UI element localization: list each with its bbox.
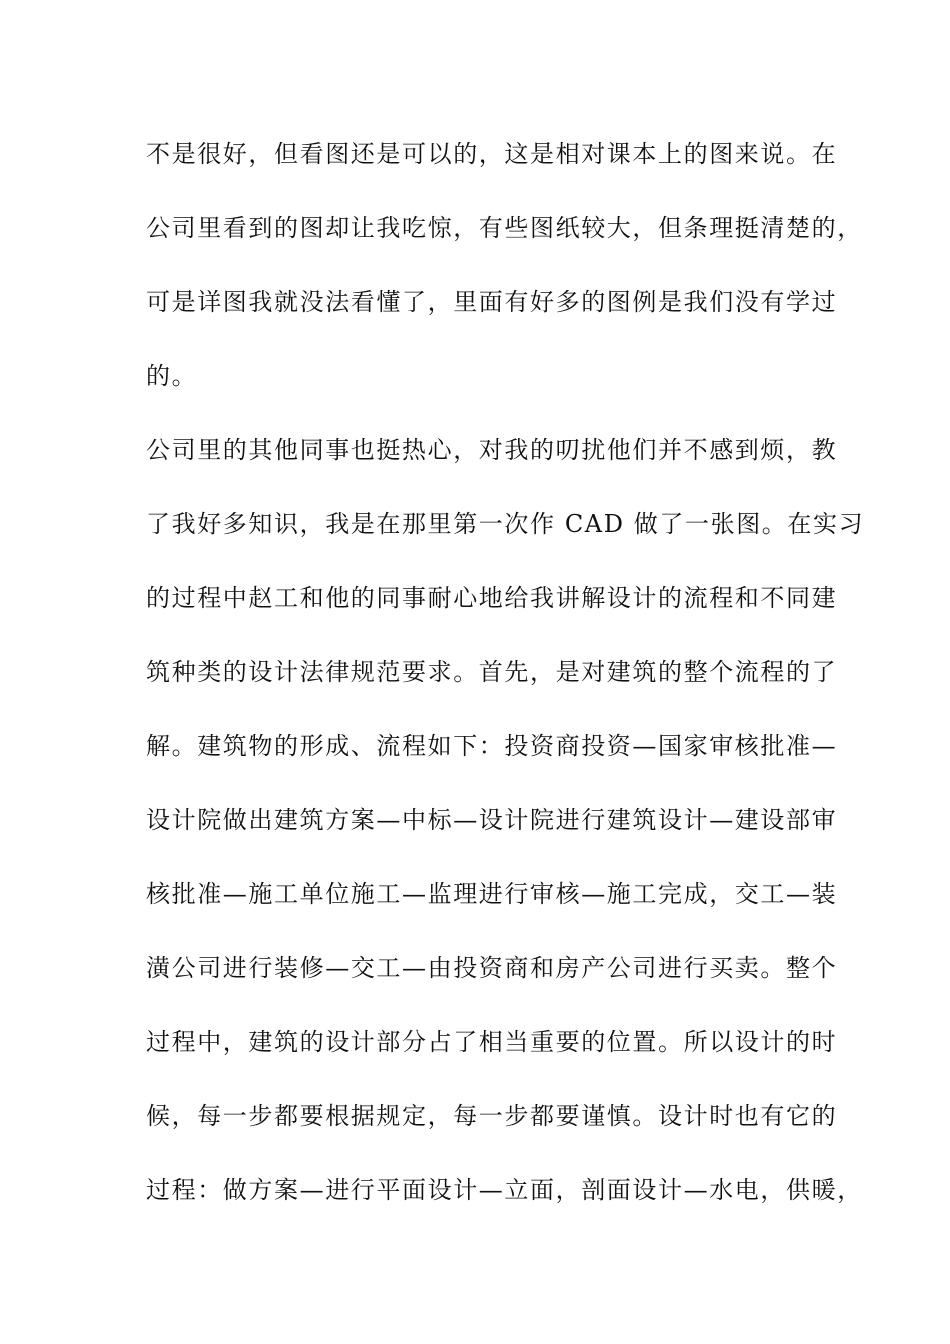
- text-line-13: 过程中，建筑的设计部分占了相当重要的位置。所以设计的时: [146, 1028, 838, 1056]
- text-line-7: 的过程中赵工和他的同事耐心地给我讲解设计的流程和不同建: [146, 584, 838, 612]
- text-line-11: 核批准—施工单位施工—监理进行审核—施工完成，交工—装: [146, 880, 838, 908]
- text-line-9: 解。建筑物的形成、流程如下：投资商投资—国家审核批准—: [146, 732, 838, 760]
- text-line-15: 过程：做方案—进行平面设计—立面，剖面设计—水电，供暖，: [146, 1176, 863, 1204]
- text-line-6: 了我好多知识，我是在那里第一次作 CAD 做了一张图。在实习: [146, 510, 865, 538]
- text-line-3: 可是详图我就没法看懂了，里面有好多的图例是我们没有学过: [146, 288, 838, 316]
- text-line-4: 的。: [146, 362, 198, 390]
- text-line-1: 不是很好，但看图还是可以的，这是相对课本上的图来说。在: [146, 140, 838, 168]
- text-line-12: 潢公司进行装修—交工—由投资商和房产公司进行买卖。整个: [146, 954, 838, 982]
- text-line-5: 公司里的其他同事也挺热心，对我的叨扰他们并不感到烦，教: [146, 436, 838, 464]
- text-line-8: 筑种类的设计法律规范要求。首先，是对建筑的整个流程的了: [146, 658, 838, 686]
- text-line-10: 设计院做出建筑方案—中标—设计院进行建筑设计—建设部审: [146, 806, 838, 834]
- text-line-14: 候，每一步都要根据规定，每一步都要谨慎。设计时也有它的: [146, 1102, 838, 1130]
- text-line-2: 公司里看到的图却让我吃惊，有些图纸较大，但条理挺清楚的，: [146, 214, 863, 242]
